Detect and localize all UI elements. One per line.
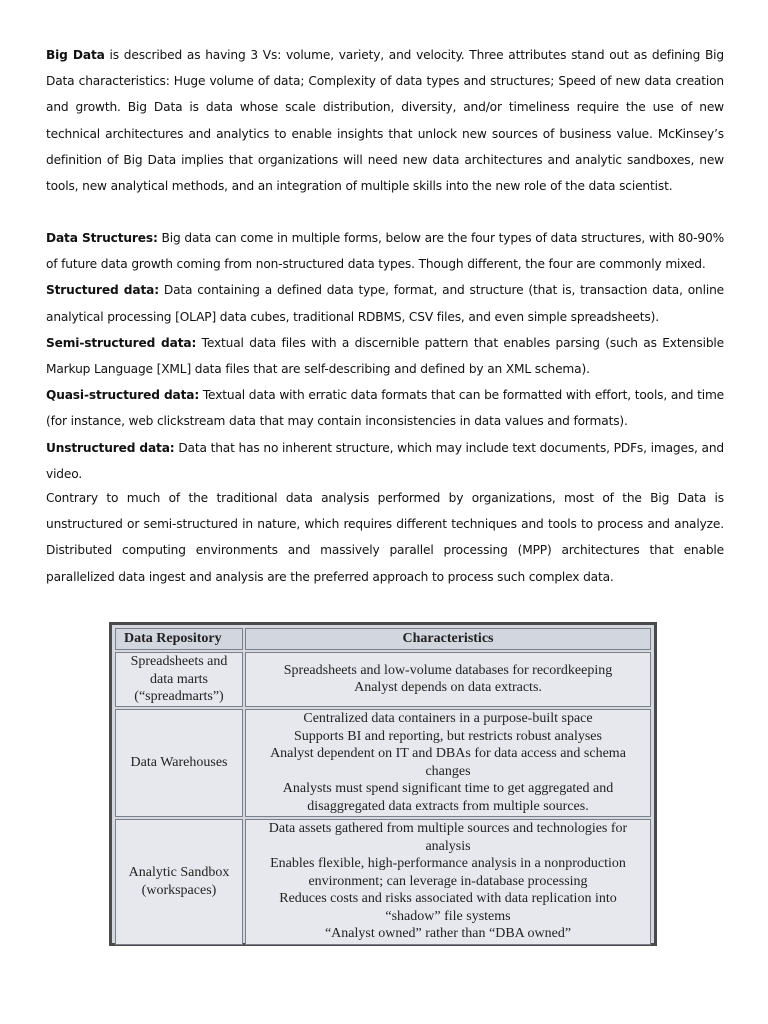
cell-line: Analysts must spend significant time to get aggregated and	[282, 781, 614, 796]
cell-line: “shadow” file systems	[385, 908, 511, 924]
data-structures-section	[46, 225, 724, 487]
table-row	[115, 652, 651, 707]
cell-line: disaggregated data extracts from multiple sources.	[307, 798, 589, 814]
structure-paragraph	[46, 382, 724, 434]
cell-line: analysis	[425, 838, 471, 854]
table-header-row	[115, 628, 651, 650]
table-row	[115, 819, 651, 945]
big-data-term: Big Data	[46, 48, 105, 62]
structure-text: Big data can come in multiple forms, below are the four types of data structures, with 80-90% of future data growth coming from non-structured data types. Though different, the four are commonly mixed.	[46, 231, 725, 272]
contrary-paragraph	[46, 485, 724, 590]
cell-line: Centralized data containers in a purpose-built space	[303, 711, 593, 726]
structure-term: Quasi-structured data:	[46, 388, 200, 403]
structure-term: Semi-structured data:	[46, 335, 197, 350]
structure-term: Unstructured data:	[46, 440, 175, 455]
structure-term: Structured data:	[46, 283, 159, 298]
repository-cell	[115, 819, 243, 945]
repository-cell	[115, 652, 243, 707]
repository-table-grid	[113, 626, 653, 947]
cell-line: Data Warehouses	[130, 754, 228, 770]
cell-line: Enables flexible, high-performance analysis in a nonproduction	[270, 856, 626, 872]
structure-paragraph	[46, 225, 724, 277]
data-repository-table	[109, 622, 657, 946]
structure-text: Data that has no inherent structure, which may include text documents, PDFs, images, and video.	[46, 440, 725, 481]
header-characteristics: Characteristics	[245, 628, 651, 650]
cell-line: Analyst depends on data extracts.	[354, 680, 542, 696]
cell-line: Spreadsheets and	[130, 654, 228, 669]
contrary-text: Contrary to much of the traditional data analysis performed by organizations, most of the Big Data is unstructured or semi-structured in nature, which requires different techniques and tools to process and analyze. Distributed computing environments and massively parallel processing (MPP) architectures that enable parallelized data ingest and analysis are the preferred approach to process such complex data.	[46, 491, 724, 584]
cell-line: Analyst dependent on IT and DBAs for data access and schema	[270, 746, 626, 761]
structure-term: Data Structures:	[46, 231, 158, 245]
intro-text: is described as having 3 Vs: volume, variety, and velocity. Three attributes stand out as defining Big Data characteristics: Huge volume of data; Complexity of data types and structures; Speed of new data creation and growth. Big Data is data whose scale distribution, diversity, and/or timeliness require the use of new technical architectures and analytics to enable insights that unlock new sources of business value. McKinsey’s definition of Big Data implies that organizations will need new data architectures and analytic sandboxes, new tools, new analytical methods, and an integration of multiple skills into the new role of the data scientist.	[46, 48, 725, 194]
structure-paragraph	[46, 277, 724, 329]
characteristics-cell	[245, 709, 651, 817]
cell-line: (“spreadmarts”)	[134, 689, 224, 704]
cell-line: Supports BI and reporting, but restricts robust analyses	[294, 728, 602, 744]
cell-line: data marts	[150, 671, 208, 687]
table-row	[115, 709, 651, 817]
cell-line: Spreadsheets and low-volume databases for recordkeeping	[283, 662, 613, 678]
structure-text: Textual data with erratic data formats that can be formatted with effort, tools, and time (for instance, web clickstream data that may contain inconsistencies in data values and formats).	[46, 388, 725, 429]
cell-line: environment; can leverage in-database processing	[308, 873, 588, 889]
repository-cell	[115, 709, 243, 817]
cell-line: “Analyst owned” rather than “DBA owned”	[324, 926, 572, 942]
intro-paragraph	[46, 42, 724, 199]
characteristics-cell	[245, 652, 651, 707]
characteristics-cell	[245, 819, 651, 945]
cell-line: Analytic Sandbox	[128, 865, 230, 880]
cell-line: (workspaces)	[141, 882, 217, 898]
structure-paragraph	[46, 435, 724, 487]
cell-line: Data assets gathered from multiple sources and technologies for	[268, 821, 628, 837]
cell-line: Reduces costs and risks associated with data replication into	[279, 891, 617, 907]
structure-text: Data containing a defined data type, format, and structure (that is, transaction data, online analytical processing [OLAP] data cubes, traditional RDBMS, CSV files, and even simple spreadsheets).	[46, 283, 724, 324]
structure-paragraph	[46, 330, 724, 382]
header-data-repository: Data Repository	[115, 628, 243, 650]
structure-text: Textual data files with a discernible pattern that enables parsing (such as Extensible Markup Language [XML] data files that are self-describing and defined by an XML schema).	[46, 335, 724, 377]
cell-line: changes	[425, 763, 471, 779]
